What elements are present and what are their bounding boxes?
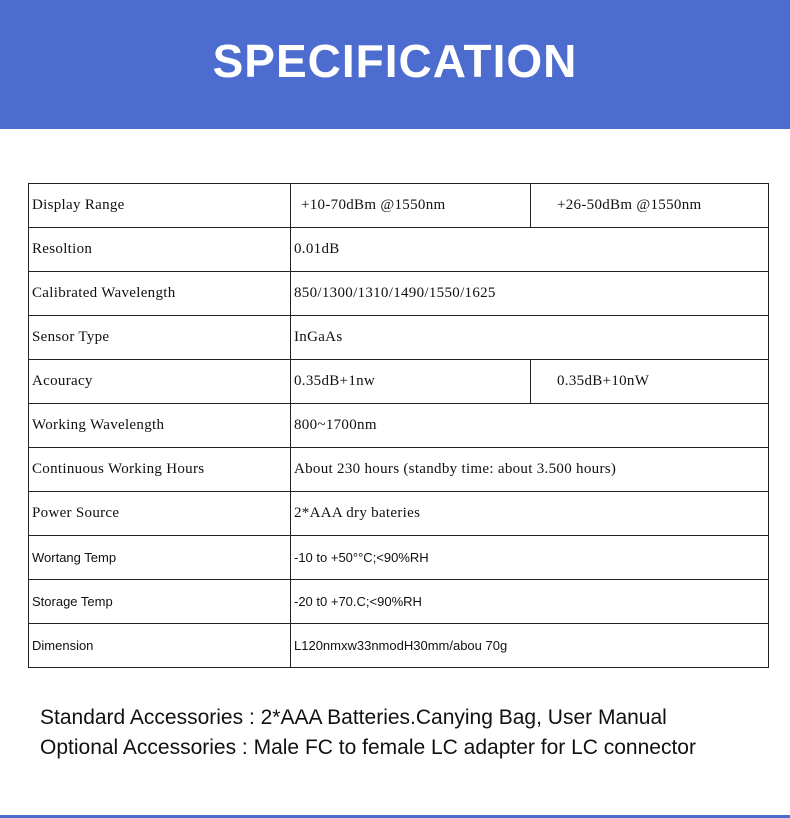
table-row — [29, 536, 769, 580]
spec-label: Resoltion — [29, 228, 291, 272]
spec-value: -10 to +50°°C;<90%RH — [291, 536, 769, 580]
spec-value: 800~1700nm — [291, 404, 769, 448]
table-row — [29, 580, 769, 624]
spec-value: -20 t0 +70.C;<90%RH — [291, 580, 769, 624]
spec-value: +26-50dBm @1550nm — [531, 184, 769, 228]
spec-label: Calibrated Wavelength — [29, 272, 291, 316]
table-row — [29, 316, 769, 360]
spec-label: Display Range — [29, 184, 291, 228]
accessories-section — [40, 703, 780, 763]
header-banner — [0, 0, 790, 129]
table-row — [29, 360, 769, 404]
page-title: SPECIFICATION — [212, 35, 578, 87]
spec-value: +10-70dBm @1550nm — [291, 184, 531, 228]
spec-value: 850/1300/1310/1490/1550/1625 — [291, 272, 769, 316]
spec-label: Sensor Type — [29, 316, 291, 360]
spec-label: Power Source — [29, 492, 291, 536]
spec-table — [28, 183, 769, 668]
spec-label: Continuous Working Hours — [29, 448, 291, 492]
spec-label: Dimension — [29, 624, 291, 668]
spec-value: 0.35dB+10nW — [531, 360, 769, 404]
spec-value: 0.35dB+1nw — [291, 360, 531, 404]
spec-value: L120nmxw33nmodH30mm/abou 70g — [291, 624, 769, 668]
spec-label: Acouracy — [29, 360, 291, 404]
standard-accessories: Standard Accessories : 2*AAA Batteries.Canying Bag, User Manual — [40, 706, 667, 729]
spec-value: About 230 hours (standby time: about 3.500 hours) — [291, 448, 769, 492]
table-row — [29, 228, 769, 272]
spec-value: 0.01dB — [291, 228, 769, 272]
table-row — [29, 492, 769, 536]
spec-label: Wortang Temp — [29, 536, 291, 580]
table-row — [29, 184, 769, 228]
spec-label: Storage Temp — [29, 580, 291, 624]
optional-accessories: Optional Accessories : Male FC to female LC adapter for LC connector — [40, 736, 696, 759]
table-row — [29, 624, 769, 668]
spec-value: InGaAs — [291, 316, 769, 360]
table-row — [29, 404, 769, 448]
spec-label: Working Wavelength — [29, 404, 291, 448]
table-row — [29, 448, 769, 492]
spec-value: 2*AAA dry bateries — [291, 492, 769, 536]
table-row — [29, 272, 769, 316]
